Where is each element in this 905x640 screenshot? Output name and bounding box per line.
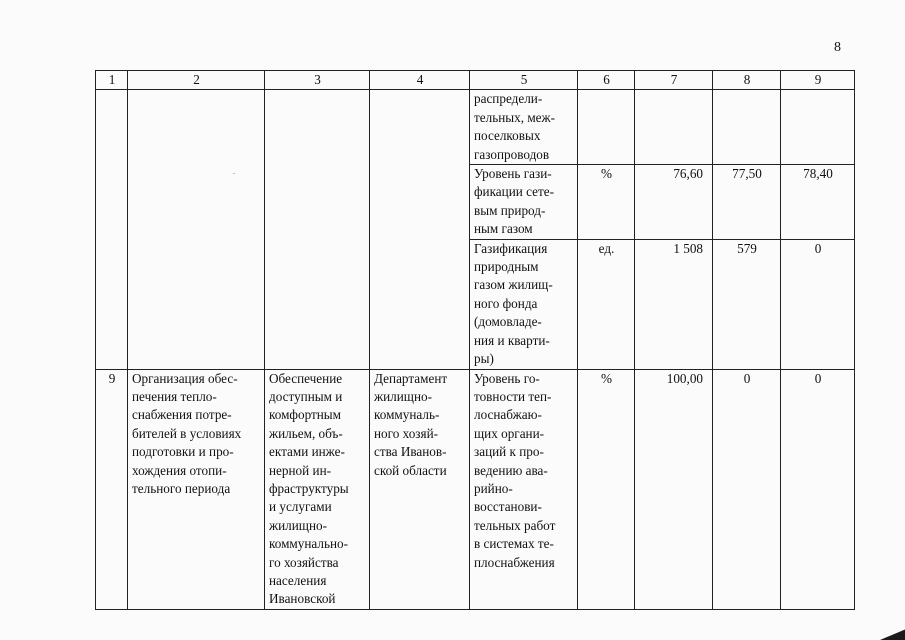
table-row: [96, 369, 855, 609]
header-cell-2: 2: [128, 71, 265, 90]
value-cell-7: 76,60: [635, 165, 713, 240]
value-cell-7: 1 508: [635, 239, 713, 369]
value-cell-9: 78,40: [781, 165, 855, 240]
row-number-cell: 9: [96, 369, 128, 609]
value-cell-9: 0: [781, 369, 855, 609]
value-cell-8: 579: [713, 239, 781, 369]
indicator-cell: Уровень гази- фикации сете- вым природ- ным газом: [470, 165, 578, 240]
unit-cell: %: [578, 369, 635, 609]
cell-col2-continued: [128, 90, 265, 369]
value-cell-7: [635, 90, 713, 165]
unit-cell: %: [578, 165, 635, 240]
unit-cell: ед.: [578, 239, 635, 369]
goal-cell: Обеспечение доступным и комфортным жильем, объ- ектами инже- нерной ин- фраструктуры и услугами жилищно- коммунально- го хозяйства населения Ивановской: [265, 369, 370, 609]
header-cell-4: 4: [370, 71, 470, 90]
indicator-cell: Уровень го- товности теп- лоснабжаю- щих органи- заций к про- ведению ава- рийно- восстанови- тельных работ в системах те- плоснабжения: [470, 369, 578, 609]
cell-col4-continued: [370, 90, 470, 369]
cell-col3-continued: [265, 90, 370, 369]
indicator-cell: Газификация природным газом жилищ- ного фонда (домовладе- ния и кварти- ры): [470, 239, 578, 369]
value-cell-8: 0: [713, 369, 781, 609]
indicators-table: [95, 70, 855, 610]
value-cell-9: 0: [781, 239, 855, 369]
header-cell-8: 8: [713, 71, 781, 90]
header-row: [96, 71, 855, 90]
table-row: [96, 90, 855, 165]
scan-edge-artifact: [880, 625, 905, 640]
header-cell-3: 3: [265, 71, 370, 90]
value-cell-7: 100,00: [635, 369, 713, 609]
header-cell-5: 5: [470, 71, 578, 90]
value-cell-8: 77,50: [713, 165, 781, 240]
value-cell-8: [713, 90, 781, 165]
unit-cell: [578, 90, 635, 165]
activity-cell: Организация обес- печения тепло- снабжения потре- бителей в условиях подготовки и про- хождения отопи- тельного периода: [128, 369, 265, 609]
header-cell-7: 7: [635, 71, 713, 90]
indicator-cell: распредели- тельных, меж- поселковых газопроводов: [470, 90, 578, 165]
header-cell-9: 9: [781, 71, 855, 90]
responsible-cell: Департамент жилищно- коммуналь- ного хозяй- ства Иванов- ской области: [370, 369, 470, 609]
header-cell-6: 6: [578, 71, 635, 90]
header-cell-1: 1: [96, 71, 128, 90]
scan-speck: [233, 173, 235, 174]
page-number: 8: [834, 40, 841, 55]
value-cell-9: [781, 90, 855, 165]
cell-col1-continued: [96, 90, 128, 369]
